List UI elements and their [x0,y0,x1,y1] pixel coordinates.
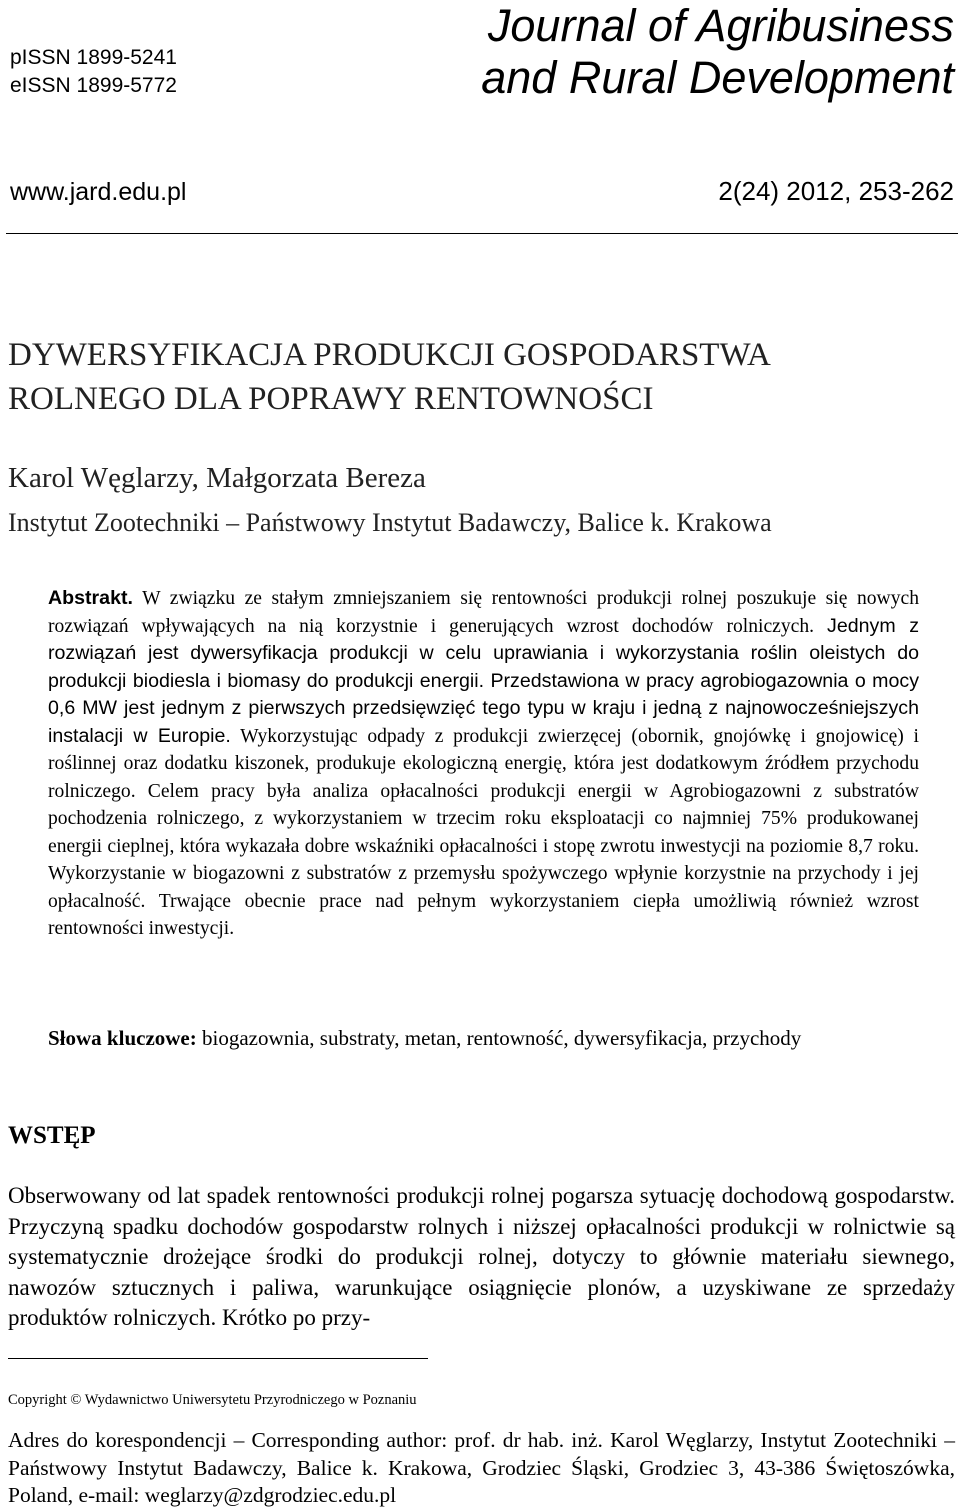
header-divider [6,233,958,234]
journal-title-line1: Journal of Agribusiness [487,0,954,51]
article-title-line1: DYWERSYFIKACJA PRODUKCJI GOSPODARSTWA [8,337,771,373]
volume-pages: 2(24) 2012, 253-262 [718,176,954,206]
correspondence-note: Adres do korespondencji – Corresponding author: prof. dr hab. inż. Karol Węglarzy, Instytut Zootechniki – Państwowy Instytut Badawczy, Balice k. Krakowa, Grodziec Śląski, Grodziec 3, 43-386 Świętoszówka, Poland, e-mail: weglarzy@zdgrodziec.edu.pl [8,1428,955,1507]
issn-block [10,44,177,100]
abstract-label: Abstrakt. [48,587,133,609]
section-body: Obserwowany od lat spadek rentowności produkcji rolnej pogarsza sytuację dochodową gospodarstw. Przyczyną spadku dochodów gospodarstw rolnych i niższej opłacalności produkcji w rolnictwie są systematycznie drożejące środki do produkcji rolnej, dotyczy to głównie materiału siewnego, nawozów sztucznych i paliwa, warunkujące osiągnięcie plonów, a uzyskiwane ze sprzedaży produktów rolniczych. Krótko po przy- [8,1183,955,1331]
journal-title [481,0,954,104]
issn-online: eISSN 1899-5772 [10,74,177,97]
abstract-text-tail: Wykorzystując odpady z produkcji zwierzęcej (obornik, gnojówkę i gnojowicę) i roślinnej oraz dodatku kiszonek, produkuje ekologiczną energię, która jest dodatkowym źródłem przychodu rolniczego. Celem pracy była analiza opłacalności produkcji energii w Agrobiogazowni z substratów pochodzenia rolniczego, z wykorzystaniem w trzecim roku eksploatacji co najmniej 75% produkowanej energii cieplnej, która wykazała dobre wskaźniki opłacalności i stopę zwrotu inwestycji na poziomie 8,7 roku. Wykorzystanie w biogazowni z substratów z przemysłu spożywczego wpłynie korzystnie na przychody i jej opłacalność. Trwające obecnie prace nad pełnym wykorzystaniem ciepła umożliwią również wzrost rentowności inwestycji. [48,725,919,939]
keywords-label: Słowa kluczowe: [48,1026,197,1050]
keywords-text: biogazownia, substraty, metan, rentowność, dywersyfikacja, przychody [196,1026,802,1050]
abstract-text-lead: W związku ze stałym zmniejszaniem się rentowności produkcji rolnej poszukuje się nowych rozwiązań wpływających na nią korzystnie i generujących wzrost dochodów rolniczych. [48,588,919,637]
abstract [48,585,919,943]
article-authors: Karol Węglarzy, Małgorzata Bereza [8,462,426,494]
issn-print: pISSN 1899-5241 [10,46,177,69]
keywords [48,1026,801,1051]
abstract-text-mid: Jednym z rozwiązań jest dywersyfikacja produkcji w celu uprawiania i wykorzystania roślin oleistych do produkcji biodiesla i biomasy do produkcji energii. Przedstawiona w pracy agrobiogazownia o mocy 0,6 MW jest jednym z pierwszych przedsięwzięć tego typu w kraju i jedną z najnowocześniejszych instalacji w Europie. [48,614,919,747]
copyright-note: Copyright © Wydawnictwo Uniwersytetu Przyrodniczego w Poznaniu [8,1392,417,1408]
article-affiliation: Instytut Zootechniki – Państwowy Instytut Badawczy, Balice k. Krakowa [8,508,772,537]
journal-title-line2: and Rural Development [481,52,954,103]
article-title-line2: ROLNEGO DLA POPRAWY RENTOWNOŚCI [8,381,654,417]
section-heading: WSTĘP [8,1122,96,1149]
article-title [8,333,771,421]
footnote-divider [8,1358,428,1359]
journal-website[interactable]: www.jard.edu.pl [10,178,187,206]
